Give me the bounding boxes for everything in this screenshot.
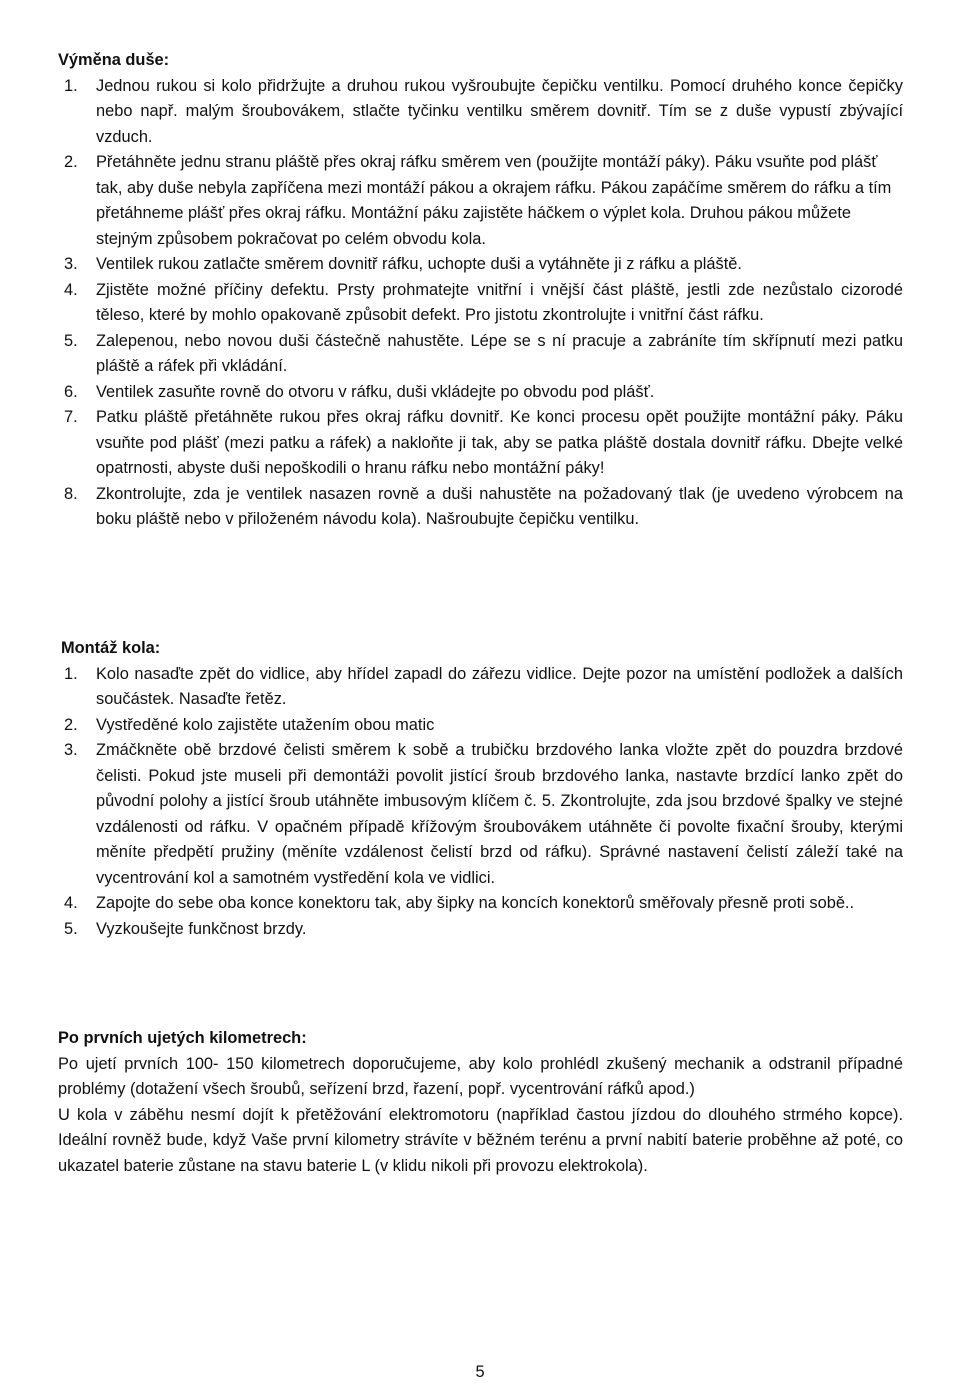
step-item — [58, 713, 903, 739]
steps-list-wheel-mounting — [58, 662, 903, 943]
step-number: 1. — [64, 664, 78, 683]
step-item — [58, 252, 903, 278]
step-number: 8. — [64, 484, 78, 503]
section-heading-first-km: Po prvních ujetých kilometrech: — [58, 1029, 307, 1047]
step-item — [58, 329, 903, 380]
step-item — [58, 380, 903, 406]
step-text: Patku pláště přetáhněte rukou přes okraj ráfku dovnitř. Ke konci procesu opět použijte montážní páky. Páku vsuňte pod plášť (mezi patku a ráfek) a nakloňte ji tak, aby se patka pláště dostala dovnitř ráfku. Dbejte velké opatrnosti, abyste duši nepoškodili o hranu ráfku nebo montážní páky! — [96, 408, 903, 477]
step-item — [58, 405, 903, 482]
step-number: 2. — [64, 153, 78, 171]
step-item — [58, 278, 903, 329]
step-number: 4. — [64, 280, 78, 299]
section-first-km — [58, 1026, 903, 1179]
step-text: Kolo nasaďte zpět do vidlice, aby hřídel zapadl do zářezu vidlice. Dejte pozor na umístění podložek a dalších součástek. Nasaďte řetěz. — [96, 664, 903, 708]
section-heading-replace-tube: Výměna duše: — [58, 51, 170, 69]
step-text: Zapojte do sebe oba konce konektoru tak, aby šipky na koncích konektorů směřovaly přesně proti sobě.. — [96, 894, 855, 912]
step-item — [58, 74, 903, 151]
step-text: Ventilek zasuňte rovně do otvoru v ráfku, duši vkládejte po obvodu pod plášť. — [96, 382, 655, 401]
section-wheel-mounting — [58, 636, 903, 942]
step-number: 3. — [64, 741, 78, 759]
step-number: 3. — [64, 255, 78, 273]
step-item — [58, 917, 903, 943]
step-item — [58, 662, 903, 713]
step-text: Vystředěné kolo zajistěte utažením obou matic — [96, 715, 435, 734]
step-text: Zkontrolujte, zda je ventilek nasazen rovně a duši nahustěte na požadovaný tlak (je uvedeno výrobcem na boku pláště nebo v přiloženém návodu kola). Našroubujte čepičku ventilku. — [96, 484, 903, 528]
step-number: 2. — [64, 715, 78, 734]
step-number: 6. — [64, 382, 78, 401]
step-text: Přetáhněte jednu stranu pláště přes okraj ráfku směrem ven (použijte montáží páky). Páku vsuňte pod plášť tak, aby duše nebyla zapříčena mezi montáží pákou a okrajem ráfku. Pákou zapáčíme směrem do ráfku a tím přetáhneme plášť přes okraj ráfku. Montážní páku zajistěte háčkem o výplet kola. Druhou pákou můžete stejným způsobem pokračovat po celém obvodu kola. — [96, 153, 892, 248]
step-text: Jednou rukou si kolo přidržujte a druhou rukou vyšroubujte čepičku ventilku. Pomocí druhého konce čepičky nebo např. malým šroubovákem, stlačte tyčinku ventilku směrem dovnitř. Tím se z duše vypustí zbývající vzduch. — [96, 76, 903, 146]
step-number: 5. — [64, 919, 78, 938]
paragraph: U kola v záběhu nesmí dojít k přetěžování elektromotoru (například častou jízdou do dlouhého strmého kopce). Ideální rovněž bude, když Vaše první kilometry strávíte v běžném terénu a první nabití baterie proběhne až poté, co ukazatel baterie zůstane na stavu baterie L (v klidu nikoli při provozu elektrokola). — [58, 1105, 903, 1175]
section-replace-tube — [58, 48, 903, 533]
step-item — [58, 150, 903, 252]
section-heading-wheel-mounting: Montáž kola: — [61, 639, 161, 657]
step-text: Ventilek rukou zatlačte směrem dovnitř ráfku, uchopte duši a vytáhněte ji z ráfku a pláště. — [96, 255, 742, 273]
step-text: Vyzkoušejte funkčnost brzdy. — [96, 919, 307, 938]
step-text: Zjistěte možné příčiny defektu. Prsty prohmatejte vnitřní i vnější část pláště, jestli zde nezůstalo cizorodé těleso, které by mohlo opakovaně způsobit defekt. Pro jistotu zkontrolujte i vnitřní část ráfku. — [96, 280, 903, 324]
step-text: Zmáčkněte obě brzdové čelisti směrem k sobě a trubičku brzdového lanka vložte zpět do pouzdra brzdové čelisti. Pokud jste museli při demontáži povolit jistící šroub brzdového lanka, nastavte brzdící lanko zpět do původní polohy a jistící šroub utáhněte imbusovým klíčem č. 5. Zkontrolujte, zda jsou brzdové špalky ve stejné vzdálenosti od ráfku. V opačném případě křížovým šroubovákem utáhněte či povolte fixační šrouby, kterými měníte předpětí pružiny (měníte vzdálenost čelistí brzd od ráfku). Správné nastavení čelistí záleží také na vycentrování kol a samotném vystředění kola ve vidlici. — [96, 741, 903, 887]
step-item — [58, 482, 903, 533]
step-text: Zalepenou, nebo novou duši částečně nahustěte. Lépe se s ní pracuje a zabráníte tím skřípnutí mezi patku pláště a ráfek při vkládání. — [96, 331, 903, 375]
page-number: 5 — [475, 1363, 485, 1381]
step-item — [58, 891, 903, 917]
step-number: 7. — [64, 408, 78, 426]
paragraph: Po ujetí prvních 100- 150 kilometrech doporučujeme, aby kolo prohlédl zkušený mechanik a odstranil případné problémy (dotažení všech šroubů, seřízení brzd, řazení, popř. vycentrování ráfků apod.) — [58, 1054, 903, 1098]
step-number: 4. — [64, 894, 78, 912]
step-number: 1. — [64, 76, 78, 95]
step-item — [58, 738, 903, 891]
steps-list-replace-tube — [58, 74, 903, 533]
step-number: 5. — [64, 331, 78, 350]
